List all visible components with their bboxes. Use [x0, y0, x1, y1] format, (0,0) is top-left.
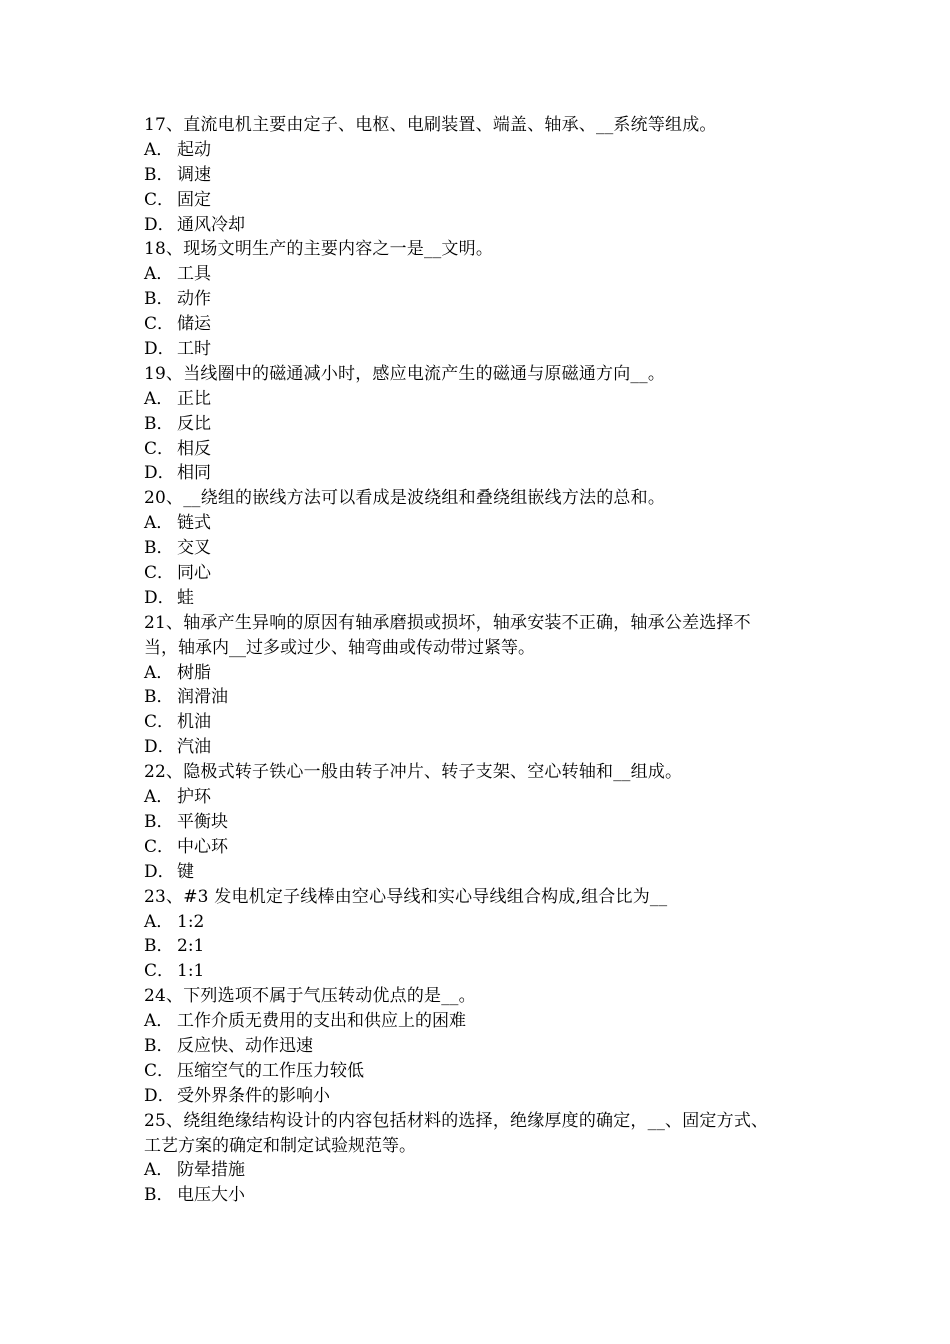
answer-option	[144, 785, 824, 810]
answer-option	[144, 511, 824, 536]
option-letter: D．	[144, 861, 175, 882]
option-letter: C．	[144, 712, 175, 733]
option-letter: A．	[144, 139, 174, 160]
option-letter: C．	[144, 438, 175, 459]
answer-option	[144, 661, 824, 686]
option-text: 起动	[177, 139, 211, 160]
answer-option	[144, 835, 824, 860]
question-stem: 21、轴承产生异响的原因有轴承磨损或损坏，轴承安装不正确，轴承公差选择不	[144, 612, 751, 633]
question-block	[144, 486, 824, 610]
answer-option	[144, 188, 824, 213]
answer-option	[144, 1034, 824, 1059]
option-text: 链式	[177, 513, 211, 534]
answer-option	[144, 163, 824, 188]
answer-option	[144, 412, 824, 437]
answer-option	[144, 213, 824, 238]
option-letter: C．	[144, 189, 175, 210]
option-text: 护环	[177, 787, 211, 808]
option-text: 压缩空气的工作压力较低	[177, 1060, 364, 1081]
answer-option	[144, 1009, 824, 1034]
option-letter: C．	[144, 1060, 175, 1081]
question-stem: 24、下列选项不属于气压转动优点的是__。	[144, 986, 476, 1007]
question-stem: 当，轴承内__过多或过少、轴弯曲或传动带过紧等。	[144, 637, 535, 658]
answer-option	[144, 561, 824, 586]
option-letter: B．	[144, 1035, 174, 1056]
option-letter: A．	[144, 1160, 174, 1181]
option-letter: B．	[144, 413, 174, 434]
option-letter: C．	[144, 836, 175, 857]
option-letter: D．	[144, 214, 175, 235]
option-letter: C．	[144, 563, 175, 584]
option-text: 动作	[177, 289, 211, 310]
question-block	[144, 984, 824, 1108]
question-stem: 20、__绕组的嵌线方法可以看成是波绕组和叠绕组嵌线方法的总和。	[144, 488, 666, 509]
option-text: 工作介质无费用的支出和供应上的困难	[177, 1011, 466, 1032]
answer-option	[144, 685, 824, 710]
option-text: 1:1	[177, 961, 205, 982]
question-stem: 25、绕组绝缘结构设计的内容包括材料的选择，绝缘厚度的确定，__、固定方式、	[144, 1110, 769, 1131]
answer-option	[144, 138, 824, 163]
answer-option	[144, 934, 824, 959]
option-text: 反应快、动作迅速	[177, 1035, 313, 1056]
answer-option	[144, 860, 824, 885]
option-text: 防晕措施	[177, 1160, 245, 1181]
option-letter: B．	[144, 1185, 174, 1206]
question-block	[144, 362, 824, 486]
option-text: 平衡块	[177, 811, 228, 832]
answer-option	[144, 586, 824, 611]
option-text: 受外界条件的影响小	[177, 1085, 330, 1106]
option-letter: C．	[144, 961, 175, 982]
option-text: 2:1	[177, 936, 205, 957]
question-stem: 23、#3 发电机定子线棒由空心导线和实心导线组合构成,组合比为__	[144, 886, 668, 907]
option-text: 反比	[177, 413, 211, 434]
option-letter: B．	[144, 164, 174, 185]
option-letter: C．	[144, 314, 175, 335]
question-stem: 19、当线圈中的磁通减小时，感应电流产生的磁通与原磁通方向__。	[144, 363, 666, 384]
question-stem: 18、现场文明生产的主要内容之一是__文明。	[144, 239, 494, 260]
option-text: 蛙	[177, 587, 194, 608]
answer-option	[144, 437, 824, 462]
option-letter: B．	[144, 936, 174, 957]
option-text: 储运	[177, 314, 211, 335]
option-letter: A．	[144, 264, 174, 285]
option-text: 同心	[177, 563, 211, 584]
document-page	[144, 113, 824, 1208]
option-letter: B．	[144, 289, 174, 310]
option-text: 电压大小	[177, 1185, 245, 1206]
question-block	[144, 113, 824, 237]
answer-option	[144, 1183, 824, 1208]
answer-option	[144, 1158, 824, 1183]
option-letter: B．	[144, 811, 174, 832]
question-block	[144, 760, 824, 884]
answer-option	[144, 536, 824, 561]
option-letter: D．	[144, 587, 175, 608]
option-letter: D．	[144, 1085, 175, 1106]
option-text: 固定	[177, 189, 211, 210]
option-text: 中心环	[177, 836, 228, 857]
option-letter: A．	[144, 513, 174, 534]
answer-option	[144, 1059, 824, 1084]
answer-option	[144, 312, 824, 337]
option-letter: A．	[144, 662, 174, 683]
question-block	[144, 885, 824, 985]
answer-option	[144, 287, 824, 312]
option-text: 相同	[177, 463, 211, 484]
option-text: 工具	[177, 264, 211, 285]
question-block	[144, 237, 824, 361]
answer-option	[144, 810, 824, 835]
option-letter: D．	[144, 737, 175, 758]
answer-option	[144, 735, 824, 760]
option-letter: A．	[144, 1011, 174, 1032]
question-stem: 工艺方案的确定和制定试验规范等。	[144, 1135, 416, 1156]
answer-option	[144, 387, 824, 412]
option-text: 工时	[177, 339, 211, 360]
option-letter: D．	[144, 339, 175, 360]
answer-option	[144, 710, 824, 735]
option-letter: A．	[144, 787, 174, 808]
option-text: 键	[177, 861, 194, 882]
answer-option	[144, 337, 824, 362]
answer-option	[144, 959, 824, 984]
option-text: 交叉	[177, 538, 211, 559]
option-text: 润滑油	[177, 687, 228, 708]
option-text: 调速	[177, 164, 211, 185]
option-letter: A．	[144, 911, 174, 932]
question-stem: 22、隐极式转子铁心一般由转子冲片、转子支架、空心转轴和__组成。	[144, 762, 683, 783]
option-letter: B．	[144, 538, 174, 559]
option-letter: B．	[144, 687, 174, 708]
question-block	[144, 1109, 824, 1209]
question-stem: 17、直流电机主要由定子、电枢、电刷装置、端盖、轴承、__系统等组成。	[144, 115, 717, 135]
option-text: 机油	[177, 712, 211, 733]
answer-option	[144, 461, 824, 486]
option-text: 通风冷却	[177, 214, 245, 235]
option-text: 树脂	[177, 662, 211, 683]
question-block	[144, 611, 824, 760]
answer-option	[144, 262, 824, 287]
option-letter: A．	[144, 388, 174, 409]
answer-option	[144, 1084, 824, 1109]
answer-option	[144, 910, 824, 935]
option-text: 正比	[177, 388, 211, 409]
option-text: 相反	[177, 438, 211, 459]
option-letter: D．	[144, 463, 175, 484]
option-text: 汽油	[177, 737, 211, 758]
option-text: 1:2	[177, 911, 205, 932]
